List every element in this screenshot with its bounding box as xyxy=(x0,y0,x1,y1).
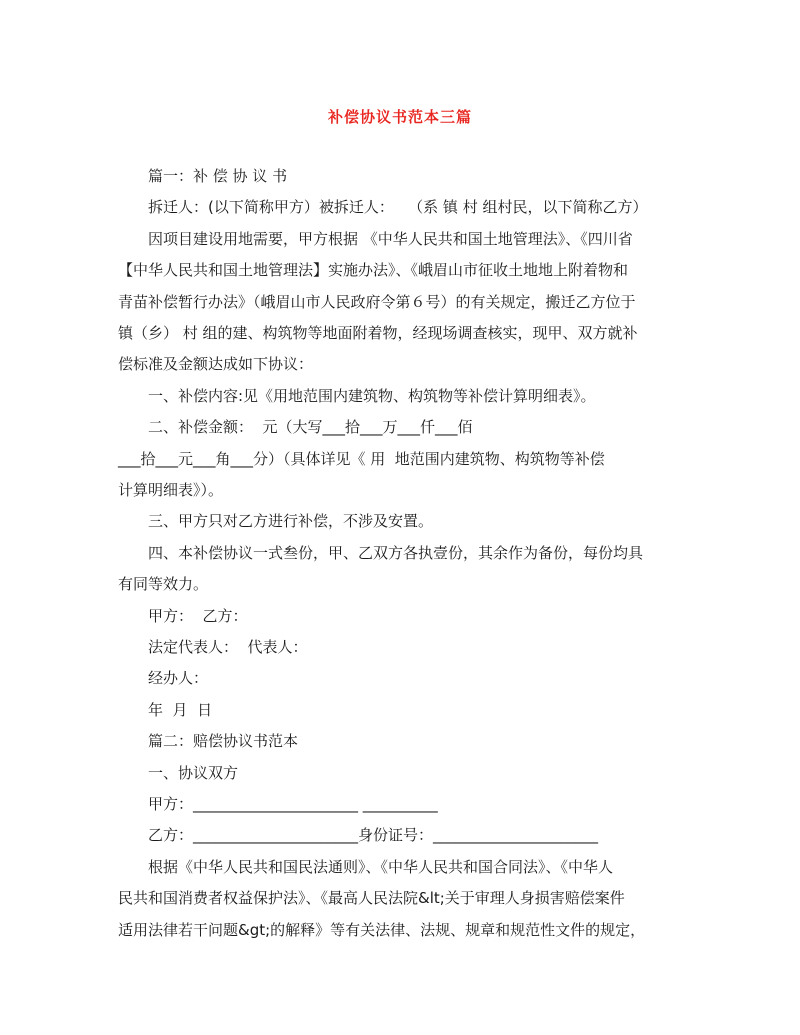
form-field-line: 乙方：______________________身份证号：______________________ xyxy=(148,826,599,844)
paragraph-line: 适用法律若干问题&gt;的解释》等有关法律、法规、规章和规范性文件的规定， xyxy=(118,921,646,939)
paragraph-line: 有同等效力。 xyxy=(118,575,209,593)
paragraph-line: 民共和国消费者权益保护法》、《最高人民法院&lt;关于审理人身损害赔偿案件 xyxy=(118,889,625,907)
paragraph-line: 四、本补偿协议一式叁份，甲、乙双方各执壹份，其余作为备份，每份均具 xyxy=(148,544,644,562)
paragraph-line: 三、甲方只对乙方进行补偿，不涉及安置。 xyxy=(148,512,434,530)
section-heading: 篇二：赔偿协议书范本 xyxy=(148,732,299,750)
form-field-line: 甲方：______________________ __________ xyxy=(148,795,438,813)
paragraph-line: 因项目建设用地需要，甲方根据 《中华人民共和国土地管理法》、《四川省 xyxy=(148,230,633,248)
paragraph-line: 二、补偿金额： 元（大写___拾___万___仟___佰 xyxy=(148,418,473,436)
paragraph-line: 镇（乡） 村 组的建、构筑物等地面附着物，经现场调查核实，现甲、双方就补 xyxy=(118,324,638,342)
paragraph-line: 计算明细表》）。 xyxy=(118,481,224,499)
paragraph-line: 拆迁人：(以下简称甲方）被拆迁人： （系 镇 村 组村民，以下简称乙方） xyxy=(148,198,648,216)
date-line: 年 月 日 xyxy=(148,701,213,719)
signature-line: 甲方： 乙方： xyxy=(148,607,248,625)
signature-line: 法定代表人： 代表人： xyxy=(148,638,308,656)
paragraph-line: ___拾___元___角___分）（具体详见《 用 地范围内建筑物、构筑物等补偿 xyxy=(118,450,605,468)
paragraph-line: 青苗补偿暂行办法》（峨眉山市人民政府令第６号）的有关规定，搬迁乙方位于 xyxy=(118,293,636,311)
signature-line: 经办人： xyxy=(148,669,209,687)
paragraph-line: 一、补偿内容:见《用地范围内建筑物、构筑物等补偿计算明细表》。 xyxy=(148,387,596,405)
paragraph-line: 篇一：补 偿 协 议 书 xyxy=(148,167,288,185)
paragraph-line: 根据《中华人民共和国民法通则》、《中华人民共和国合同法》、《中华人 xyxy=(148,858,614,876)
paragraph-line: 【中华人民共和国土地管理法】实施办法》、《峨眉山市征收土地地上附着物和 xyxy=(118,261,629,279)
document-title: 补偿协议书范本三篇 xyxy=(327,108,472,126)
paragraph-line: 一、协议双方 xyxy=(148,764,239,782)
paragraph-line: 偿标准及金额达成如下协议： xyxy=(118,355,314,373)
